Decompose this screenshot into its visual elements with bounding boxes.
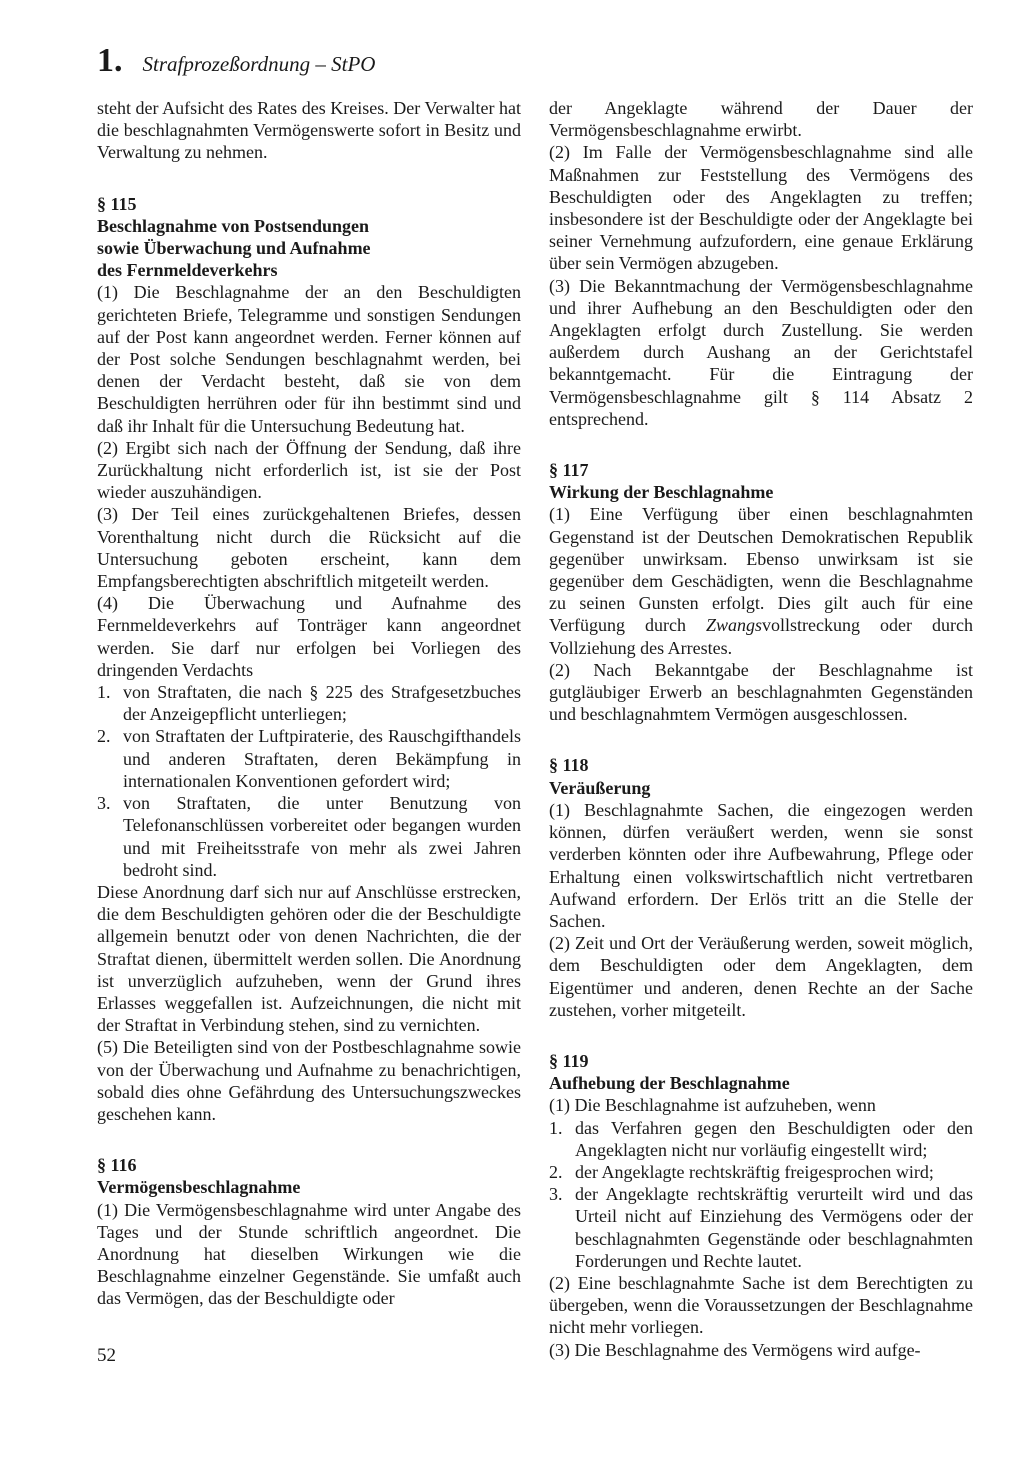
- page-header: [97, 42, 375, 80]
- list-item: [97, 725, 521, 792]
- list-text: von Straftaten, die nach § 225 des Strafgesetzbuches der Anzeigepflicht unterliegen;: [123, 682, 521, 725]
- list-text: der Angeklagte rechtskräftig freigesprochen wird;: [575, 1161, 934, 1182]
- paragraph: (3) Die Bekanntmachung der Vermögensbeschlagnahme und ihrer Aufhebung an den Beschuldigten oder den Angeklagten erfolgt durch Zustellung. Sie werden außerdem durch Aushang an der Gerichtstafel bekanntgemacht. Für die Eintragung der Vermögensbeschlagnahme gilt § 114 Absatz 2 entsprechend.: [549, 275, 973, 429]
- section-title: Wirkung der Beschlagnahme: [549, 482, 774, 503]
- section-116: [97, 1154, 521, 1309]
- paragraph: (1) Die Beschlagnahme ist aufzuheben, wenn: [549, 1095, 876, 1116]
- list-item: [97, 792, 521, 881]
- paragraph: (3) Die Beschlagnahme des Vermögens wird aufge-: [549, 1339, 921, 1360]
- list-text: das Verfahren gegen den Beschuldigten oder den Angeklagten nicht nur vorläufig eingestellt wird;: [575, 1117, 973, 1160]
- section-title-line: Beschlagnahme von Postsendungen: [97, 215, 370, 236]
- paragraph: (5) Die Beteiligten sind von der Postbeschlagnahme sowie von der Überwachung und Aufnahme zu benachrichtigen, sobald dies ohne Gefährdung des Untersuchungszweckes geschehen kann.: [97, 1037, 521, 1124]
- list-text: von Straftaten der Luftpiraterie, des Rauschgifthandels und anderen Straftaten, deren Bekämpfung in internationalen Konventionen gefordert wird;: [123, 726, 521, 791]
- list-number: 1.: [97, 682, 111, 703]
- running-title: Strafprozeßordnung – StPO: [142, 52, 376, 76]
- left-column: [97, 97, 521, 1310]
- list-item: [549, 1183, 973, 1272]
- paragraph: [549, 503, 973, 658]
- list-item: [549, 1161, 973, 1183]
- list-number: 2.: [97, 726, 111, 747]
- section-title-line: sowie Überwachung und Aufnahme: [97, 238, 371, 259]
- paragraph: (2) Zeit und Ort der Veräußerung werden, soweit möglich, dem Beschuldigten oder dem Angeklagten, dem Eigentümer und anderen, denen Rechte an der Sache zustehen, vorher mitgeteilt.: [549, 933, 973, 1020]
- paragraph: (2) Eine beschlagnahmte Sache ist dem Berechtigten zu übergeben, wenn die Voraussetzungen der Beschlagnahme nicht mehr vorliegen.: [549, 1272, 973, 1338]
- list-number: 3.: [97, 793, 111, 814]
- list-number: 2.: [549, 1161, 563, 1182]
- paragraph: (1) Beschlagnahmte Sachen, die eingezogen werden können, dürfen veräußert werden, wenn sie sonst verderben könnten oder ihre Aufbewahrung, Pflege oder Erhaltung einen volkswirtschaftlich nicht vertretbaren Aufwand erfordern. Der Erlös tritt an die Stelle der Sachen.: [549, 799, 973, 931]
- chapter-number: 1.: [97, 42, 123, 79]
- paragraph: (2) Ergibt sich nach der Öffnung der Sendung, daß ihre Zurückhaltung nicht erforderlich ist, ist sie der Post wieder auszuhändigen.: [97, 437, 521, 503]
- section-title: [97, 215, 521, 282]
- section-title: Vermögensbeschlagnahme: [97, 1177, 301, 1198]
- section-number: § 117: [549, 460, 589, 481]
- paragraph: (3) Der Teil eines zurückgehaltenen Briefes, dessen Vorenthaltung nicht durch die Rücksicht auf die Untersuchung geboten erscheint, kann dem Empfangsberechtigten abschriftlich mitgeteilt werden.: [97, 504, 521, 592]
- paragraph: (1) Die Beschlagnahme der an den Beschuldigten gerichteten Briefe, Telegramme und sonstigen Sendungen auf der Post kann angeordnet werden. Ferner können auf der Post solche Sendungen beschlagnahmt werden, bei denen der Verdacht besteht, daß sie von dem Beschuldigten herrühren oder für ihn bestimmt sind und daß ihr Inhalt für die Untersuchung Bedeutung hat.: [97, 282, 521, 436]
- paragraph: (1) Die Vermögensbeschlagnahme wird unter Angabe des Tages und der Stunde schriftlich angeordnet. Die Anordnung hat dieselben Wirkungen wie die Beschlagnahme einzelner Gegenstände. Sie umfaßt auch das Vermögen, das der Beschuldigte oder: [97, 1199, 521, 1309]
- paragraph: (4) Die Überwachung und Aufnahme des Fernmeldeverkehrs auf Tonträger kann angeordnet werden. Sie darf nur erfolgen bei Vorliegen des dringenden Verdachts: [97, 593, 521, 680]
- paragraph: (2) Nach Bekanntgabe der Beschlagnahme ist gutgläubiger Erwerb an beschlagnahmten Gegenständen und beschlagnahmtem Vermögen ausgeschlossen.: [549, 659, 973, 725]
- list-item: [549, 1117, 973, 1161]
- right-column: [549, 97, 973, 1361]
- emphasized-word: Zwangs: [706, 615, 763, 636]
- list-number: 3.: [549, 1184, 563, 1205]
- paragraph-text: (1) Eine Verfügung über einen beschlagnahmten Gegenstand ist der Deutschen Demokratischen Republik gegenüber unwirksam. Ebenso unwirksam ist sie gegenüber dem Geschädigten, wenn die Beschlagnahme zu seinen Gunsten erfolgt. Dies gilt auch für eine Verfügung durch: [549, 504, 973, 636]
- page-number: 52: [97, 1345, 116, 1366]
- section-115: [97, 193, 521, 1126]
- list-text: von Straftaten, die unter Benutzung von Telefonanschlüssen vorbereitet oder begangen wurden und mit Freiheitsstrafe von mehr als zwei Jahren bedroht sind.: [123, 793, 521, 880]
- list-text: der Angeklagte rechtskräftig verurteilt wird und das Urteil nicht auf Einziehung des Vermögens oder der beschlagnahmten Gegenstände oder beschlagnahmten Forderungen und Rechte lautet.: [575, 1184, 973, 1271]
- section-number: § 118: [549, 755, 589, 776]
- section-119: [549, 1050, 973, 1361]
- section-number: § 116: [97, 1155, 137, 1176]
- continued-paragraph: der Angeklagte während der Dauer der Vermögensbeschlagnahme erwirbt.: [549, 98, 973, 141]
- paragraph: Diese Anordnung darf sich nur auf Anschlüsse erstrecken, die dem Beschuldigten gehören oder die der Beschuldigte allgemein benutzt oder von denen Nachrichten, die der Straftat dienen, übermittelt werden sollen. Die Anordnung ist unverzüglich aufzuheben, wenn der Grund ihres Erlasses weggefallen ist. Aufzeichnungen, die nicht mit der Straftat in Verbindung stehen, sind zu vernichten.: [97, 881, 521, 1036]
- section-title-line: des Fernmeldeverkehrs: [97, 260, 278, 281]
- list-item: [97, 681, 521, 725]
- section-117: [549, 459, 973, 725]
- section-title: Veräußerung: [549, 777, 651, 798]
- section-number: § 115: [97, 193, 137, 214]
- paragraph-text: vollstreckung oder durch Vollziehung des Arrestes.: [549, 615, 974, 658]
- intro-paragraph: steht der Aufsicht des Rates des Kreises. Der Verwalter hat die beschlagnahmten Vermögenswerte sofort in Besitz und Verwaltung zu nehmen.: [97, 98, 521, 163]
- section-title: Aufhebung der Beschlagnahme: [549, 1073, 790, 1094]
- paragraph: (2) Im Falle der Vermögensbeschlagnahme sind alle Maßnahmen zur Feststellung des Vermögens des Beschuldigten oder des Angeklagten zu treffen; insbesondere ist der Beschuldigte oder der Angeklagte bei seiner Vernehmung aufzufordern, eine genaue Erklärung über sein Vermögen abzugeben.: [549, 142, 973, 274]
- section-number: § 119: [549, 1050, 589, 1071]
- list-number: 1.: [549, 1117, 563, 1138]
- section-118: [549, 754, 973, 1020]
